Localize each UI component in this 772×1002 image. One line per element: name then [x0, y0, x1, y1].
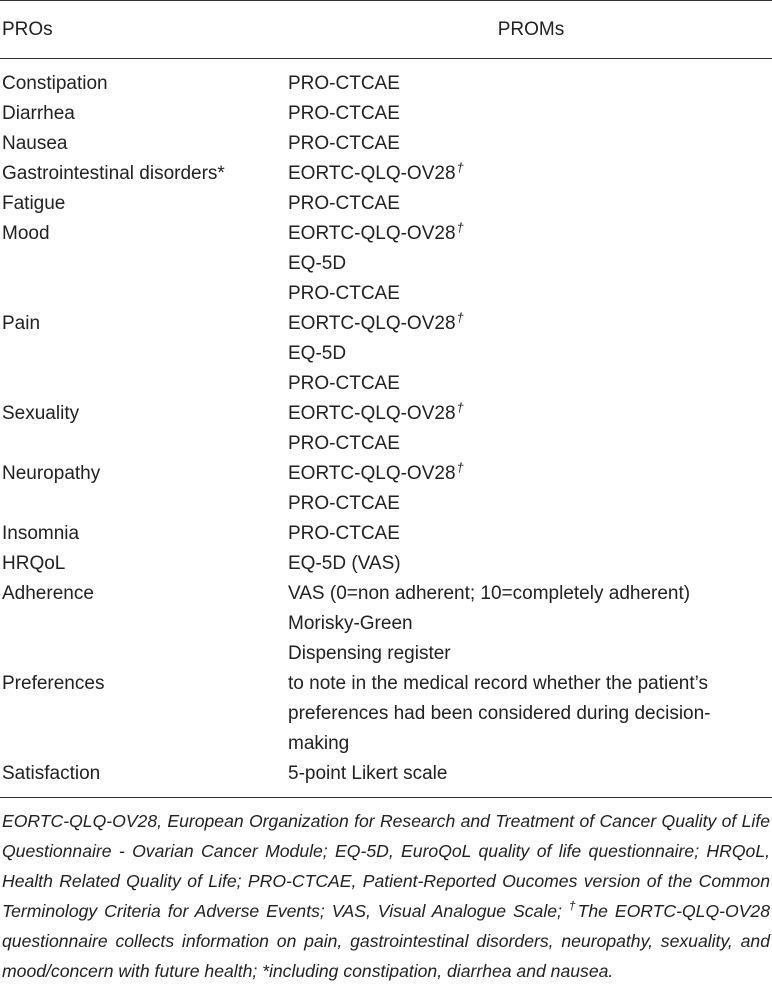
prom-measure: [288, 69, 768, 99]
prom-measure-text: EORTC-QLQ-OV28: [288, 463, 456, 484]
prom-measure-text: EORTC-QLQ-OV28: [288, 313, 456, 334]
table-row: [0, 519, 772, 549]
prom-measure: [288, 339, 768, 369]
proms-cell: [288, 219, 772, 309]
table-row: [0, 549, 772, 579]
table-footnote: [0, 798, 772, 986]
pro-cell: Nausea: [2, 133, 68, 154]
dagger-footnote-marker: †: [456, 459, 464, 475]
dagger-footnote-marker: †: [456, 219, 464, 235]
prom-measure-text: PRO-CTCAE: [288, 73, 400, 94]
proms-cell: [288, 459, 772, 519]
prom-measure: [288, 459, 768, 489]
proms-cell: [288, 579, 772, 669]
pro-cell: HRQoL: [2, 553, 66, 574]
proms-cell: [288, 759, 772, 789]
prom-measure: [288, 759, 768, 789]
proms-cell: [288, 189, 772, 219]
prom-measure: [288, 579, 768, 609]
prom-measure: [288, 129, 768, 159]
prom-measure-text: PRO-CTCAE: [288, 103, 400, 124]
table-body: [0, 59, 772, 797]
prom-measure: [288, 219, 768, 249]
pro-cell: Sexuality: [2, 403, 80, 424]
prom-measure: [288, 369, 768, 399]
table-row: [0, 69, 772, 99]
pro-cell: Mood: [2, 223, 50, 244]
table-row: [0, 759, 772, 789]
prom-measure-text: EQ-5D: [288, 253, 347, 274]
pro-cell: Gastrointestinal disorders*: [2, 163, 225, 184]
prom-measure-text: PRO-CTCAE: [288, 193, 400, 214]
prom-measure: [288, 159, 768, 189]
proms-cell: [288, 399, 772, 459]
prom-measure: [288, 489, 768, 519]
pro-cell: Preferences: [2, 673, 105, 694]
prom-measure-text: EORTC-QLQ-OV28: [288, 163, 456, 184]
prom-measure-text: Dispensing register: [288, 643, 451, 664]
prom-measure: [288, 279, 768, 309]
prom-measure-text: PRO-CTCAE: [288, 493, 400, 514]
prom-measure: [288, 429, 768, 459]
table-row: [0, 399, 772, 459]
table-row: [0, 129, 772, 159]
prom-measure-text: Morisky-Green: [288, 613, 413, 634]
prom-measure: [288, 189, 768, 219]
table-row: [0, 459, 772, 519]
header-pros: PROs: [2, 18, 53, 40]
pro-cell: Constipation: [2, 73, 108, 94]
table-header-row: [0, 1, 772, 58]
proms-cell: [288, 129, 772, 159]
pro-cell: Diarrhea: [2, 103, 75, 124]
prom-measure-text: EORTC-QLQ-OV28: [288, 223, 456, 244]
table-row: [0, 309, 772, 399]
prom-measure: [288, 519, 768, 549]
prom-measure-text: PRO-CTCAE: [288, 133, 400, 154]
prom-measure: [288, 609, 768, 639]
proms-cell: [288, 519, 772, 549]
dagger-footnote-marker: †: [456, 309, 464, 325]
pro-cell: Adherence: [2, 583, 94, 604]
prom-measure-text: PRO-CTCAE: [288, 523, 400, 544]
prom-measure-text: PRO-CTCAE: [288, 283, 400, 304]
proms-cell: [288, 159, 772, 189]
prom-measure: [288, 549, 768, 579]
prom-measure-text: VAS (0=non adherent; 10=completely adherent): [288, 583, 691, 604]
proms-cell: [288, 99, 772, 129]
prom-measure: [288, 309, 768, 339]
table-row: [0, 579, 772, 669]
footnote-dagger-symbol: †: [568, 899, 578, 914]
footnote-dagger-note: The EORTC-QLQ-OV28 questionnaire collects information on pain, gastrointestinal disorders, neuropathy, sexuality, and mood/concern with future health; *including constipation, diarrhea and nausea.: [2, 901, 770, 981]
prom-measure-text: 5-point Likert scale: [288, 763, 448, 784]
prom-measure-text: PRO-CTCAE: [288, 373, 400, 394]
prom-measure-text: EQ-5D (VAS): [288, 553, 401, 574]
pro-cell: Fatigue: [2, 193, 66, 214]
table-row: [0, 159, 772, 189]
table-row: [0, 189, 772, 219]
prom-measure: [288, 99, 768, 129]
prom-measure: [288, 669, 768, 759]
pro-cell: Neuropathy: [2, 463, 101, 484]
prom-measure: [288, 249, 768, 279]
table-row: [0, 669, 772, 759]
proms-cell: [288, 669, 772, 759]
table-row: [0, 219, 772, 309]
footnote-abbreviations: EORTC-QLQ-OV28, European Organization for Research and Treatment of Cancer Quality of Life Questionnaire - Ovarian Cancer Module; EQ-5D, EuroQoL quality of life questionnaire; HRQoL, Health Related Quality of Life; PRO-CTCAE, Patient-Reported Oucomes version of the Common Terminology Criteria for Adverse Events; VAS, Visual Analogue Scale;: [2, 811, 770, 921]
pro-cell: Satisfaction: [2, 763, 101, 784]
pro-cell: Insomnia: [2, 523, 80, 544]
pro-cell: Pain: [2, 313, 41, 334]
prom-measure-text: to note in the medical record whether the patient’s preferences had been considered during decision-making: [288, 673, 711, 754]
proms-cell: [288, 549, 772, 579]
header-proms: PROMs: [497, 18, 565, 40]
prom-measure-text: PRO-CTCAE: [288, 433, 400, 454]
prom-measure: [288, 639, 768, 669]
proms-cell: [288, 309, 772, 399]
proms-cell: [288, 69, 772, 99]
dagger-footnote-marker: †: [456, 159, 464, 175]
table-row: [0, 99, 772, 129]
prom-measure-text: EQ-5D: [288, 343, 347, 364]
dagger-footnote-marker: †: [456, 399, 464, 415]
prom-measure-text: EORTC-QLQ-OV28: [288, 403, 456, 424]
prom-measure: [288, 399, 768, 429]
